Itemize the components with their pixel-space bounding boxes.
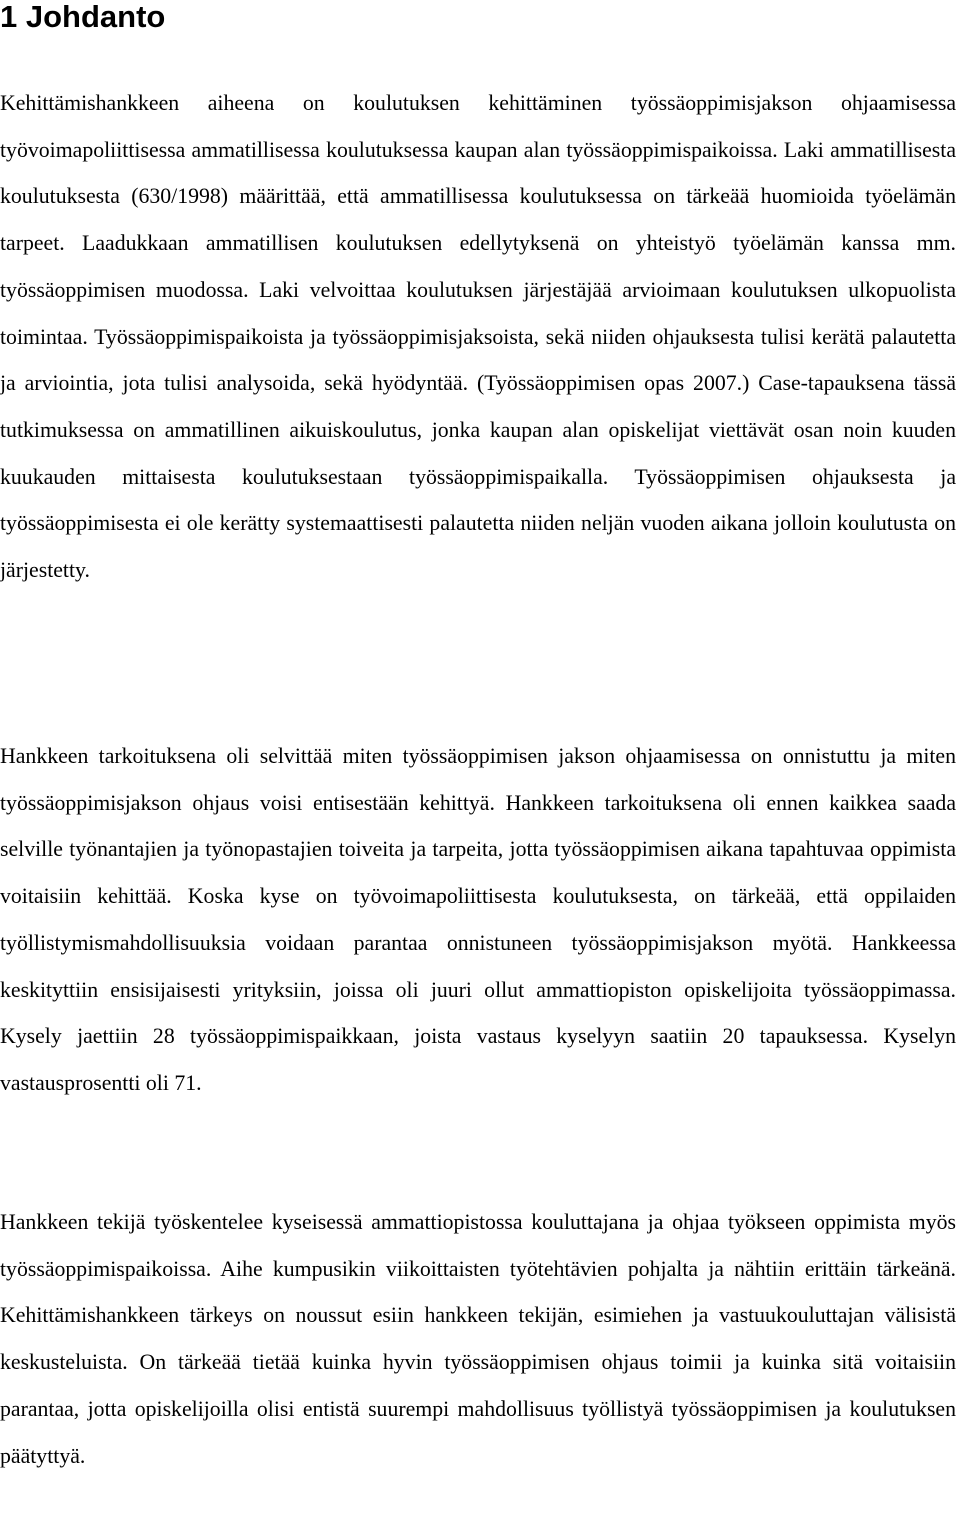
paragraph-project-purpose: Hankkeen tarkoituksena oli selvittää miten työssäoppimisen jakson ohjaamisessa on onnistuttu ja miten työssäoppimisjakson ohjaus voisi entisestään kehittyä. Hankkeen tarkoituksena oli ennen kaikkea saada selville työnantajien ja työnopastajien toiveita ja tarpeita, jotta työssäoppimisen aikana tapahtuvaa oppimista voitaisiin kehittää. Koska kyse on työvoimapoliittisesta koulutuksesta, on tärkeää, että oppilaiden työllistymismahdollisuuksia voidaan parantaa onnistuneen työssäoppimisjakson myötä. Hankkeessa keskityttiin ensisijaisesti yrityksiin, joissa oli juuri ollut ammattiopiston opiskelijoita työssäoppimassa. Kysely jaettiin 28 työssäoppimispaikkaan, joista vastaus kyselyyn saatiin 20 tapauksessa. Kyselyn vastausprosentti oli 71. (0, 744, 956, 1095)
paragraph-project-author: Hankkeen tekijä työskentelee kyseisessä ammattiopistossa kouluttajana ja ohjaa työkseen oppimista myös työssäoppimispaikoissa. Aihe kumpusikin viikoittaisten työtehtävien pohjalta ja nähtiin erittäin tärkeänä. Kehittämishankkeen tärkeys on noussut esiin hankkeen tekijän, esimiehen ja vastuukouluttajan välisistä keskusteluista. On tärkeää tietää kuinka hyvin työssäoppimisen ohjaus toimii ja kuinka sitä voitaisiin parantaa, jotta opiskelijoilla olisi entistä suurempi mahdollisuus työllistyä työssäoppimisen ja koulutuksen päätyttyä. (0, 1210, 956, 1468)
paragraph-introduction: Kehittämishankkeen aiheena on koulutuksen kehittäminen työssäoppimisjakson ohjaamisessa työvoimapoliittisessa ammatillisessa koulutuksessa kaupan alan työssäoppimispaikoissa. Laki ammatillisesta koulutuksesta (630/1998) määrittää, että ammatillisessa koulutuksessa on tärkeää huomioida työelämän tarpeet. Laadukkaan ammatillisen koulutuksen edellytyksenä on yhteistyö työelämän kanssa mm. työssäoppimisen muodossa. Laki velvoittaa koulutuksen järjestäjää arvioimaan koulutuksen ulkopuolista toimintaa. Työssäoppimispaikoista ja työssäoppimisjaksoista, sekä niiden ohjauksesta tulisi kerätä palautetta ja arviointia, jota tulisi analysoida, sekä hyödyntää. (Työssäoppimisen opas 2007.) Case-tapauksena tässä tutkimuksessa on ammatillinen aikuiskoulutus, jonka kaupan alan opiskelijat viettävät osan noin kuuden kuukauden mittaisesta koulutuksestaan työssäoppimispaikalla. Työssäoppimisen ohjauksesta ja työssäoppimisesta ei ole kerätty systemaattisesti palautetta niiden neljän vuoden aikana jolloin koulutusta on järjestetty. (0, 91, 956, 583)
chapter-heading: 1 Johdanto (0, 0, 166, 34)
